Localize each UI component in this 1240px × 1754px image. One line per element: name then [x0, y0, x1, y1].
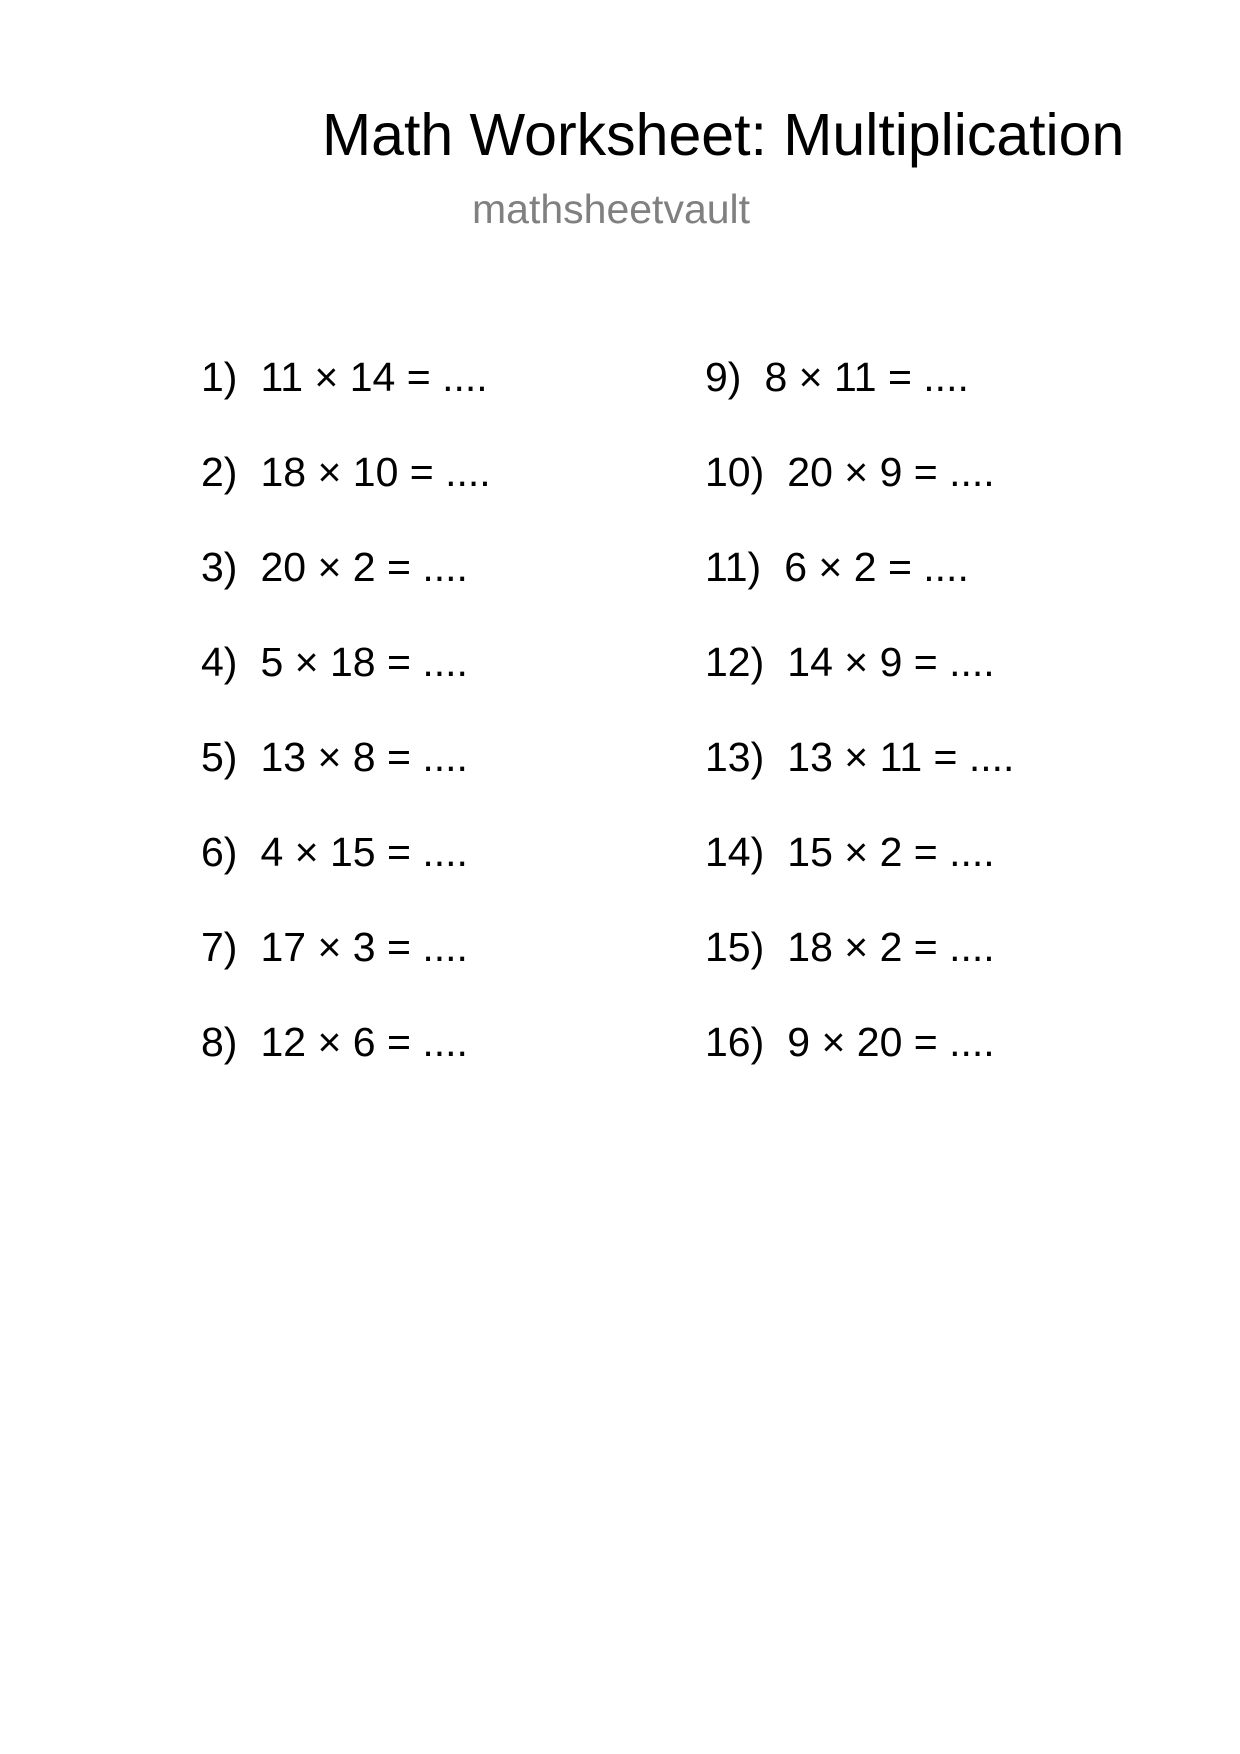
problem-6	[201, 823, 491, 918]
problem-number: 5)	[201, 734, 238, 780]
problem-9	[705, 348, 1014, 443]
problem-expression: 17 × 3 = ....	[260, 924, 468, 970]
problem-number: 6)	[201, 829, 238, 875]
problem-number: 4)	[201, 639, 238, 685]
problem-expression: 11 × 14 = ....	[260, 354, 488, 400]
problem-expression: 15 × 2 = ....	[787, 829, 995, 875]
problem-expression: 13 × 8 = ....	[260, 734, 468, 780]
problem-expression: 18 × 2 = ....	[787, 924, 995, 970]
problem-2	[201, 443, 491, 538]
problem-expression: 9 × 20 = ....	[787, 1019, 995, 1065]
problem-13	[705, 728, 1014, 823]
problem-14	[705, 823, 1014, 918]
problem-11	[705, 538, 1014, 633]
problem-column-left	[201, 348, 491, 1108]
problem-expression: 8 × 11 = ....	[764, 354, 969, 400]
problem-expression: 14 × 9 = ....	[787, 639, 995, 685]
problem-number: 8)	[201, 1019, 238, 1065]
problem-number: 11)	[705, 544, 762, 590]
problem-number: 16)	[705, 1019, 765, 1065]
problem-expression: 5 × 18 = ....	[260, 639, 468, 685]
problem-15	[705, 918, 1014, 1013]
problem-5	[201, 728, 491, 823]
problem-expression: 20 × 9 = ....	[787, 449, 995, 495]
problem-4	[201, 633, 491, 728]
problem-number: 14)	[705, 829, 765, 875]
worksheet-subtitle: mathsheetvault	[472, 186, 751, 232]
problem-7	[201, 918, 491, 1013]
problem-number: 2)	[201, 449, 238, 495]
problem-column-right	[705, 348, 1014, 1108]
problem-expression: 6 × 2 = ....	[784, 544, 969, 590]
problem-number: 1)	[201, 354, 238, 400]
worksheet-title: Math Worksheet: Multiplication	[322, 102, 1125, 168]
problem-10	[705, 443, 1014, 538]
problem-1	[201, 348, 491, 443]
problem-expression: 13 × 11 = ....	[787, 734, 1015, 780]
problem-number: 13)	[705, 734, 765, 780]
problem-expression: 4 × 15 = ....	[260, 829, 468, 875]
problem-8	[201, 1013, 491, 1108]
problem-expression: 12 × 6 = ....	[260, 1019, 468, 1065]
problem-expression: 20 × 2 = ....	[260, 544, 468, 590]
problem-12	[705, 633, 1014, 728]
problem-3	[201, 538, 491, 633]
problem-number: 12)	[705, 639, 765, 685]
problem-number: 15)	[705, 924, 765, 970]
problem-number: 3)	[201, 544, 238, 590]
problem-number: 9)	[705, 354, 742, 400]
problem-number: 10)	[705, 449, 765, 495]
problem-number: 7)	[201, 924, 238, 970]
problem-16	[705, 1013, 1014, 1108]
problem-expression: 18 × 10 = ....	[260, 449, 491, 495]
